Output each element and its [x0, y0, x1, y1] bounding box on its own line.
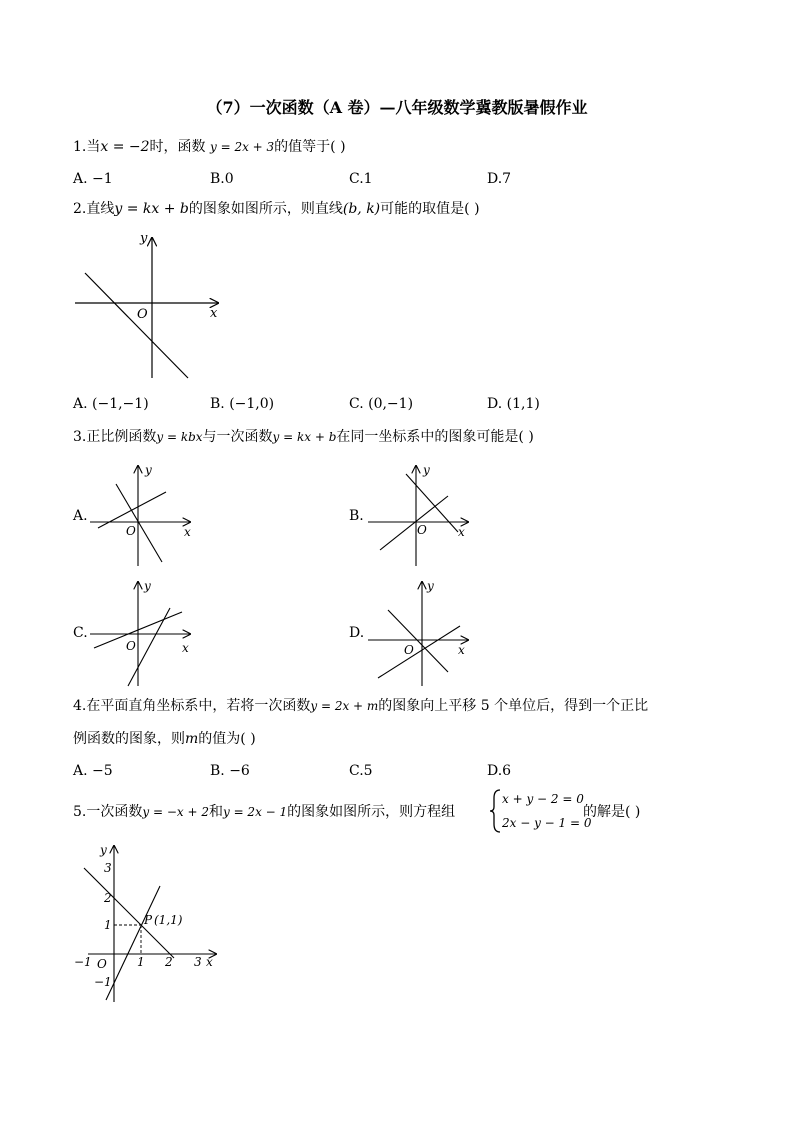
q3-function-2: y = kx + b: [272, 430, 337, 444]
q2-function-line: [85, 273, 188, 378]
svg-text:O: O: [126, 524, 136, 538]
q5-ytick-neg1: −1: [94, 975, 112, 989]
q2-option-b: B. (−1,0): [210, 396, 275, 412]
q4-function: y = 2x + m: [310, 699, 379, 713]
svg-text:y: y: [144, 579, 151, 593]
q3-label-d: D.: [349, 625, 365, 641]
q5-equation-1: x + y − 2 = 0: [502, 792, 584, 806]
q2-option-a: A. (−1,−1): [73, 396, 149, 412]
q3d-line-1: [388, 610, 448, 672]
q3-graph-d: [366, 578, 476, 688]
svg-text:y: y: [427, 579, 434, 593]
q5-system-brace: [489, 788, 501, 834]
svg-text:y: y: [145, 463, 152, 477]
q2-pair: (b, k): [342, 201, 381, 217]
q3a-line-1: [116, 484, 162, 562]
q5-point-coords: (1,1): [154, 913, 183, 927]
question-1: [73, 138, 346, 156]
question-4-line-1: 4.在平面直角坐标系中，若将一次函数y = 2x + m的图象向上平移 5 个单位后，得到一个正比: [73, 698, 649, 714]
q2-option-d: D. (1,1): [487, 396, 540, 412]
q3-prefix: 3.正比例函数: [73, 429, 157, 445]
q5-function-2: y = 2x − 1: [222, 805, 288, 819]
q4-option-c: C.5: [349, 763, 373, 779]
q5-function-1: y = −x + 2: [142, 805, 209, 819]
question-5: 5.一次函数y = −x + 2和y = 2x − 1的图象如图所示，则方程组: [73, 804, 456, 820]
q2-y-label: y: [140, 231, 148, 246]
q1-option-c: C.1: [349, 171, 373, 187]
q2-prefix: 2.直线: [73, 201, 115, 217]
q1-option-d: D.7: [487, 171, 512, 187]
svg-text:y: y: [100, 843, 107, 857]
q1-function: y = 2x + 3: [209, 140, 275, 154]
q2-mid: 的图象如图所示，则直线: [188, 201, 343, 217]
q5-ytick-2: 2: [104, 891, 112, 905]
question-4-line-2: 例函数的图象，则m的值为( ): [73, 731, 256, 747]
q3-label-b: B.: [349, 508, 364, 524]
q3-suffix: 在同一坐标系中的图象可能是( ): [336, 429, 534, 445]
q2-origin-label: O: [137, 307, 148, 322]
q2-function: y = kx + b: [114, 201, 189, 217]
q3-label-a: A.: [73, 508, 88, 524]
question-3: [73, 428, 534, 446]
q5-ytick-3: 3: [104, 861, 112, 875]
q5-xtick-1: 1: [137, 955, 145, 969]
svg-text:O: O: [404, 643, 414, 657]
q3-graph-b: [366, 462, 476, 567]
q4-option-a: A. −5: [73, 763, 113, 779]
q3-function-1: y = kbx: [156, 430, 203, 444]
question-2: [73, 200, 480, 218]
q2-suffix: 可能的取值是( ): [380, 201, 480, 217]
q1-prefix: 1.当: [73, 139, 101, 155]
q5-xtick-3: 3: [194, 955, 202, 969]
q2-x-label: x: [210, 306, 218, 321]
svg-text:x: x: [184, 525, 191, 539]
svg-text:x: x: [458, 643, 465, 657]
q4-var: m: [185, 731, 199, 747]
page-title: （7）一次函数（A 卷）—八年级数学冀教版暑假作业: [206, 98, 588, 117]
q3-graph-c: [88, 578, 198, 688]
q5-xtick-neg1: −1: [74, 955, 92, 969]
q1-condition: x = −2: [100, 139, 150, 155]
svg-text:O: O: [126, 639, 136, 653]
q1-suffix: 的值等于( ): [274, 139, 346, 155]
q4-option-d: D.6: [487, 763, 512, 779]
q1-mid: 时，函数: [149, 139, 206, 155]
q2-graph: [70, 228, 230, 383]
q5-equation-2: 2x − y − 1 = 0: [502, 816, 592, 830]
q3-graph-a: [88, 462, 198, 567]
svg-text:x: x: [458, 525, 465, 539]
q3-label-c: C.: [73, 625, 88, 641]
q3-mid: 与一次函数: [202, 429, 273, 445]
svg-text:O: O: [417, 523, 427, 537]
q5-point-label: P: [144, 913, 153, 927]
q3b-line-2: [380, 496, 448, 550]
q5-xtick-2: 2: [165, 955, 173, 969]
q1-option-a: A. −1: [73, 171, 113, 187]
svg-text:x: x: [206, 955, 213, 969]
q3d-line-2: [378, 626, 460, 678]
q5-ytick-1: 1: [104, 918, 112, 932]
q3a-line-2: [98, 492, 166, 528]
svg-text:O: O: [97, 957, 107, 971]
svg-text:y: y: [423, 463, 430, 477]
q5-suffix: 的解是( ): [583, 804, 641, 820]
svg-text:x: x: [182, 641, 189, 655]
q5-graph: [70, 840, 230, 1010]
q1-option-b: B.0: [210, 171, 234, 187]
q2-option-c: C. (0,−1): [349, 396, 414, 412]
q4-option-b: B. −6: [210, 763, 250, 779]
